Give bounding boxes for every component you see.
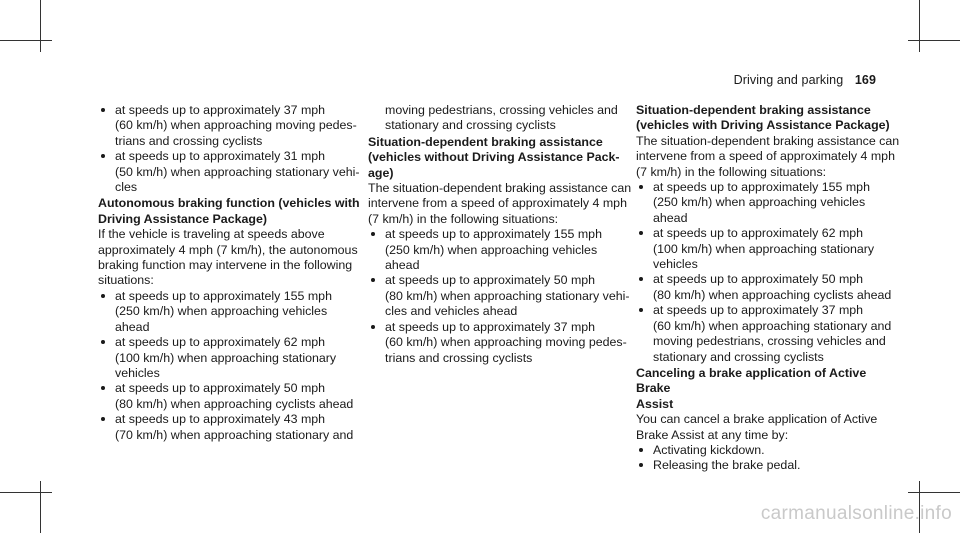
crop-mark [919,0,920,52]
section-heading: Situation-dependent braking assistance (vehicles without Driving Assistance Pack- age) [368,134,620,180]
paragraph: You can cancel a brake application of Active Brake Assist at any time by: [636,412,878,442]
list-item: at speeds up to approximately 43 mph (70 km/h) when approaching stationary and [98,412,366,443]
bullet-list [636,180,904,365]
section-heading: Canceling a brake application of Active Brake Assist [636,365,867,411]
list-item: at speeds up to approximately 155 mph (250 km/h) when approaching vehicles ahead [368,227,636,273]
running-header [734,73,876,87]
list-item: Releasing the brake pedal. [636,458,904,473]
bullet-list [98,289,366,443]
list-item: at speeds up to approximately 37 mph (60 km/h) when approaching moving pedes- trians and crossing cyclists [98,103,366,149]
section-title: Driving and parking [733,73,844,87]
crop-mark [0,492,52,493]
page-number: 169 [854,73,876,87]
list-item: at speeds up to approximately 31 mph (50 km/h) when approaching stationary vehi- cles [98,149,366,195]
list-item: Activating kickdown. [636,443,904,458]
crop-mark [40,0,41,52]
column-3 [636,103,904,474]
list-item-continuation: moving pedestrians, crossing vehicles and stationary and crossing cyclists [385,103,618,133]
watermark-text: carmanualsonline.info [760,503,952,524]
bullet-list [636,443,904,474]
list-item: at speeds up to approximately 155 mph (250 km/h) when approaching vehicles ahead [98,289,366,335]
crop-mark [908,492,960,493]
list-item: at speeds up to approximately 62 mph (100 km/h) when approaching stationary vehicles [636,226,904,272]
column-1 [98,103,366,443]
section-heading: Autonomous braking function (vehicles with Driving Assistance Package) [98,196,360,226]
list-item: at speeds up to approximately 50 mph (80 km/h) when approaching stationary vehi- cles and vehicles ahead [368,273,636,319]
list-item: at speeds up to approximately 50 mph (80 km/h) when approaching cyclists ahead [636,272,904,303]
column-2 [368,103,636,366]
list-item: at speeds up to approximately 37 mph (60 km/h) when approaching moving pedes- trians and crossing cyclists [368,320,636,366]
crop-mark [0,40,52,41]
bullet-list [98,103,366,195]
list-item: at speeds up to approximately 50 mph (80 km/h) when approaching cyclists ahead [98,381,366,412]
crop-mark [908,40,960,41]
paragraph: The situation-dependent braking assistance can intervene from a speed of approximately 4 mph (7 km/h) in the following situations: [368,181,632,226]
bullet-list [368,227,636,366]
section-heading: Situation-dependent braking assistance (vehicles with Driving Assistance Package) [636,103,890,133]
list-item: at speeds up to approximately 37 mph (60 km/h) when approaching stationary and moving pedestrians, crossing vehicles and stationary and crossing cyclists [636,303,904,365]
paragraph: If the vehicle is traveling at speeds above approximately 4 mph (7 km/h), the autonomous braking function may intervene in the following situations: [98,227,358,288]
list-item: at speeds up to approximately 62 mph (100 km/h) when approaching stationary vehicles [98,335,366,381]
list-item: at speeds up to approximately 155 mph (250 km/h) when approaching vehicles ahead [636,180,904,226]
crop-mark [40,481,41,533]
paragraph: The situation-dependent braking assistance can intervene from a speed of approximately 4 mph (7 km/h) in the following situations: [636,133,900,179]
